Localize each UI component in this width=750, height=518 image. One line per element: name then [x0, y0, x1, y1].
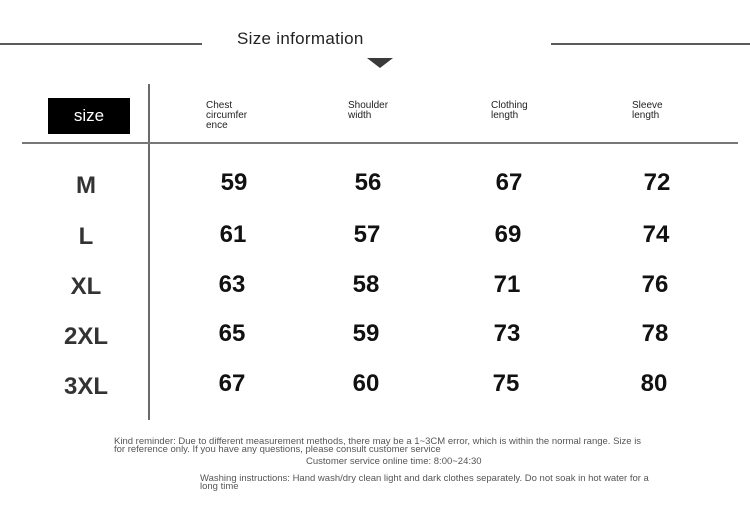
washing-instructions-line-1: Washing instructions: Hand wash/dry clean light and dark clothes separately. Do not soak in hot water for a [200, 473, 649, 484]
table-cell: 71 [493, 271, 521, 298]
table-cell: 60 [352, 370, 380, 397]
title-left-rule [0, 43, 202, 45]
column-header-sleeve-length: Sleeve length [632, 100, 663, 121]
row-size-label: M [76, 172, 96, 199]
table-cell: 63 [218, 271, 246, 298]
row-size-label: 2XL [63, 323, 108, 350]
table-header-rule [22, 142, 738, 144]
column-header-chest: Chest circumfer ence [206, 100, 248, 131]
kind-reminder-line-1: Kind reminder: Due to different measurement methods, there may be a 1~3CM error, which is within the normal range. Size is [114, 436, 642, 447]
table-cell: 73 [493, 320, 521, 347]
table-cell: 76 [641, 271, 669, 298]
down-arrow-icon [367, 58, 393, 68]
table-cell: 67 [495, 169, 523, 196]
table-cell: 78 [641, 320, 669, 347]
table-cell: 59 [220, 169, 248, 196]
row-size-label: XL [70, 273, 102, 300]
table-cell: 58 [352, 271, 380, 298]
table-cell: 69 [494, 221, 522, 248]
table-cell: 61 [219, 221, 247, 248]
page-title: Size information [237, 29, 364, 48]
washing-instructions-line-2: long time [200, 481, 239, 492]
table-cell: 74 [642, 221, 670, 248]
title-right-rule [551, 43, 750, 45]
table-cell: 72 [643, 169, 671, 196]
table-cell: 67 [218, 370, 246, 397]
column-header-shoulder: Shoulder width [348, 100, 389, 121]
customer-service-time: Customer service online time: 8:00~24:30 [306, 456, 482, 467]
table-cell: 56 [354, 169, 382, 196]
column-header-clothing-length: Clothing length [491, 100, 528, 121]
row-size-label: L [78, 223, 94, 250]
table-cell: 75 [492, 370, 520, 397]
table-vertical-rule [148, 84, 150, 420]
table-cell: 80 [640, 370, 668, 397]
table-cell: 65 [218, 320, 246, 347]
size-header-badge: size [48, 98, 130, 134]
kind-reminder-line-2: for reference only. If you have any questions, please consult customer service [114, 444, 441, 455]
table-cell: 59 [352, 320, 380, 347]
row-size-label: 3XL [63, 373, 108, 400]
table-cell: 57 [353, 221, 381, 248]
